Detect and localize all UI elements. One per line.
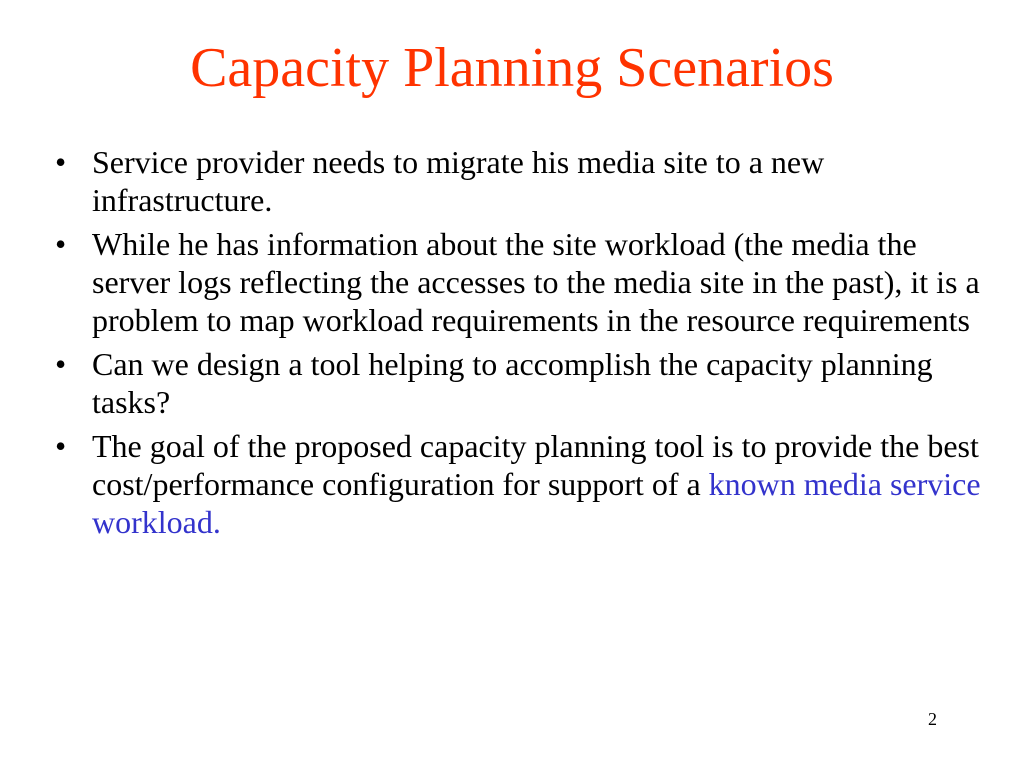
- highlighted-text: known media service workload.: [92, 466, 981, 540]
- bullet-item: [55, 143, 995, 219]
- slide-title: Capacity Planning Scenarios: [190, 37, 834, 99]
- bullet-item: [55, 427, 995, 541]
- bullet-icon: •: [55, 346, 67, 382]
- bullet-text: The goal of the proposed capacity planning tool is to provide the best cost/performance configuration for support of a: [92, 428, 979, 502]
- bullet-text: Service provider needs to migrate his media site to a new infrastructure.: [92, 144, 825, 218]
- bullet-icon: •: [55, 226, 67, 262]
- bullet-item: [55, 225, 995, 339]
- bullet-list: [55, 143, 995, 547]
- page-number: 2: [928, 709, 937, 729]
- bullet-text: While he has information about the site workload (the media the server logs reflecting the accesses to the media site in the past), it is a problem to map workload requirements in the resource requirements: [92, 226, 980, 338]
- bullet-item: [55, 345, 995, 421]
- bullet-text: Can we design a tool helping to accomplish the capacity planning tasks?: [92, 346, 933, 420]
- bullet-icon: •: [55, 428, 67, 464]
- bullet-icon: •: [55, 144, 67, 180]
